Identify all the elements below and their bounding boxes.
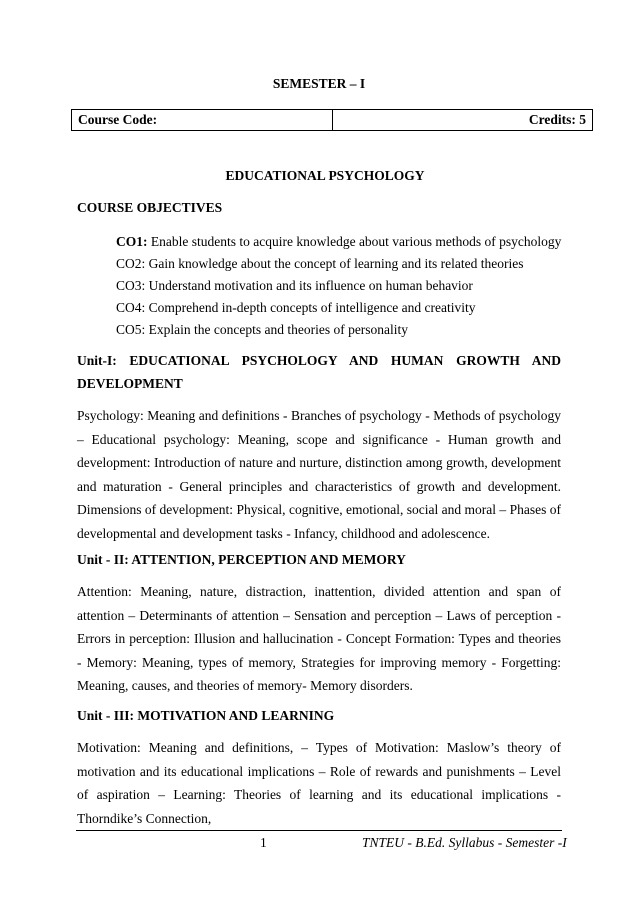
- course-title: EDUCATIONAL PSYCHOLOGY: [225, 168, 425, 183]
- unit-2-heading: Unit - II: ATTENTION, PERCEPTION AND MEMORY: [77, 552, 406, 567]
- page-number: 1: [260, 835, 267, 850]
- objective-text: CO2: Gain knowledge about the concept of learning and its related theories: [116, 256, 524, 271]
- objective-text: CO3: Understand motivation and its influence on human behavior: [116, 278, 473, 293]
- objective-code: CO1:: [116, 234, 148, 249]
- objective-item: [116, 253, 561, 275]
- credits-label: Credits: 5: [528, 112, 586, 127]
- objective-text: CO5: Explain the concepts and theories of personality: [116, 322, 409, 337]
- unit-1-body: Psychology: Meaning and definitions - Branches of psychology - Methods of psychology – Educational psychology: Meaning, scope and significance - Human growth and development: Introduction of nature and nurture, distinction among growth, development and maturation - General principles and characteristics of growth and development. Dimensions of development: Physical, cognitive, emotional, social and moral – Phases of developmental and development tasks - Infancy, childhood and adolescence.: [77, 408, 561, 541]
- course-code-table: [71, 109, 593, 131]
- unit-3-heading: Unit - III: MOTIVATION AND LEARNING: [77, 708, 335, 723]
- unit-1-heading: Unit-I: EDUCATIONAL PSYCHOLOGY AND HUMAN GROWTH AND: [77, 353, 561, 368]
- course-code-label: Course Code:: [72, 110, 333, 130]
- objective-text: Enable students to acquire knowledge about various methods of psychology: [147, 234, 562, 249]
- footer-divider: [76, 830, 562, 831]
- semester-heading: SEMESTER – I: [272, 76, 366, 91]
- objective-item: [116, 231, 561, 253]
- unit-3-body: Motivation: Meaning and definitions, – Types of Motivation: Maslow’s theory of motivation and its educational implications – Role of rewards and punishments – Level of aspiration – Learning: Theories of learning and its educational implications - Thorndike’s Connection,: [77, 740, 561, 826]
- objective-item: [116, 297, 561, 319]
- objectives-list: [116, 231, 561, 341]
- objective-text: CO4: Comprehend in-depth concepts of intelligence and creativity: [116, 300, 476, 315]
- footer-text: TNTEU - B.Ed. Syllabus - Semester -I: [362, 835, 567, 850]
- objective-item: [116, 275, 561, 297]
- unit-1-heading-cont: DEVELOPMENT: [77, 376, 183, 391]
- unit-2-body: Attention: Meaning, nature, distraction, inattention, divided attention and span of attention – Determinants of attention – Sensation and perception – Laws of perception - Errors in perception: Illusion and hallucination - Concept Formation: Types and theories - Memory: Meaning, types of memory, Strategies for improving memory - Forgetting: Meaning, causes, and theories of memory- Memory disorders.: [77, 584, 561, 693]
- objectives-heading: COURSE OBJECTIVES: [77, 200, 223, 215]
- objective-item: [116, 319, 561, 341]
